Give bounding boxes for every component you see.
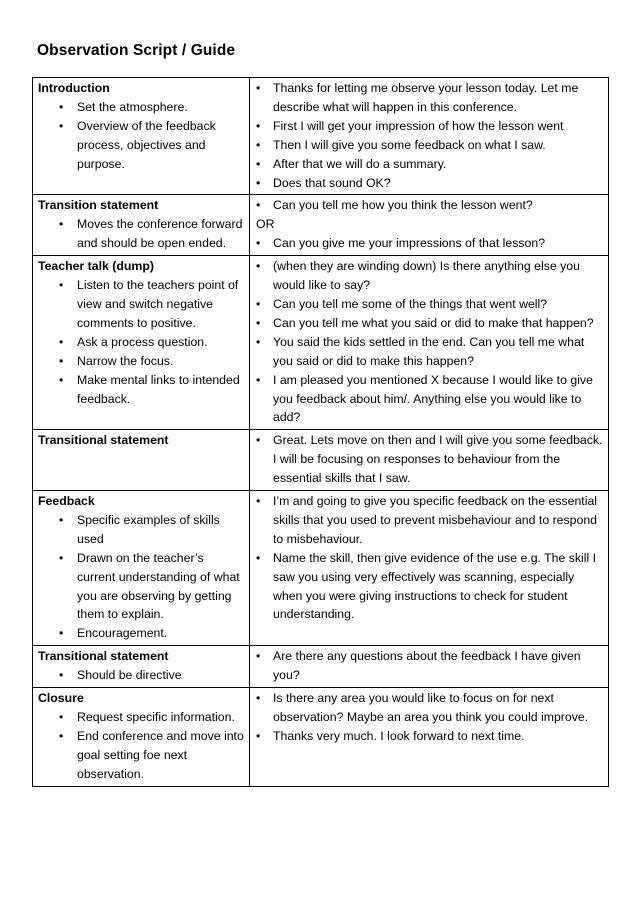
- script-cell: [250, 646, 609, 688]
- script-line: • Can you tell me what you said or did to make that happen?: [255, 314, 604, 333]
- observation-guide-table: [32, 77, 609, 787]
- script-line: • Great. Lets move on then and I will give you some feedback. I will be focusing on responses to behaviour from the essential skills that I saw.: [255, 431, 604, 488]
- script-cell: [250, 256, 609, 430]
- script-line: • You said the kids settled in the end. Can you tell me what you said or did to make this happen?: [255, 333, 604, 371]
- stage-cell: [33, 195, 250, 256]
- stage-cell: [33, 256, 250, 430]
- script-line: • Thanks for letting me observe your lesson today. Let me describe what will happen in this conference.: [255, 79, 604, 117]
- guide-row: [33, 256, 609, 430]
- script-line: • I’m and going to give you specific feedback on the essential skills that you used to prevent misbehaviour and to respond to misbehaviour.: [255, 492, 604, 549]
- script-line: • After that we will do a summary.: [255, 155, 604, 174]
- stage-points-list: [38, 511, 245, 643]
- script-list: [255, 647, 604, 685]
- stage-points-list: [38, 98, 245, 174]
- script-cell: [250, 195, 609, 256]
- guide-table-body: [33, 78, 609, 787]
- guide-row: [33, 430, 609, 491]
- stage-point: • Narrow the focus.: [38, 352, 245, 371]
- stage-heading: Transitional statement: [38, 649, 169, 664]
- script-list: [255, 234, 604, 253]
- stage-cell: [33, 430, 250, 491]
- stage-cell: [33, 78, 250, 195]
- script-cell: [250, 430, 609, 491]
- script-cell: [250, 688, 609, 787]
- script-connector: OR: [256, 217, 275, 232]
- stage-point: • Set the atmosphere.: [38, 98, 245, 117]
- stage-heading: Transitional statement: [38, 433, 169, 448]
- script-list: [255, 431, 604, 488]
- script-line: • (when they are winding down) Is there anything else you would like to say?: [255, 257, 604, 295]
- stage-cell: [33, 491, 250, 646]
- guide-row: [33, 688, 609, 787]
- script-line: • Then I will give you some feedback on what I saw.: [255, 136, 604, 155]
- script-list: [255, 79, 604, 192]
- stage-heading: Teacher talk (dump): [38, 259, 154, 274]
- stage-cell: [33, 688, 250, 787]
- stage-point: • Overview of the feedback process, objectives and purpose.: [38, 117, 245, 174]
- stage-heading: Transition statement: [38, 198, 159, 213]
- script-line: • I am pleased you mentioned X because I would like to give you feedback about him/. Anything else you would like to add?: [255, 371, 604, 428]
- stage-heading: Introduction: [38, 81, 110, 95]
- script-line: • Name the skill, then give evidence of the use e.g. The skill I saw you using very effectively was scanning, especially when you were giving instructions to check for student understanding.: [255, 549, 604, 625]
- stage-point: • Ask a process question.: [38, 333, 245, 352]
- stage-point: • Moves the conference forward and should be open ended.: [38, 215, 245, 253]
- guide-row: [33, 491, 609, 646]
- guide-row: [33, 78, 609, 195]
- stage-points-list: [38, 215, 245, 253]
- stage-point: • Make mental links to intended feedback.: [38, 371, 245, 409]
- stage-points-list: [38, 666, 245, 685]
- stage-cell: [33, 646, 250, 688]
- script-line: • Can you give me your impressions of that lesson?: [255, 234, 604, 253]
- script-cell: [250, 78, 609, 195]
- stage-point: • End conference and move into goal setting foe next observation.: [38, 727, 245, 784]
- guide-row: [33, 646, 609, 688]
- stage-points-list: [38, 276, 245, 408]
- script-line: • Thanks very much. I look forward to next time.: [255, 727, 604, 746]
- script-line: • Can you tell me some of the things that went well?: [255, 295, 604, 314]
- script-list: [255, 492, 604, 624]
- stage-heading: Feedback: [38, 494, 95, 509]
- script-line: • Are there any questions about the feedback I have given you?: [255, 647, 604, 685]
- script-line: • First I will get your impression of how the lesson went: [255, 117, 604, 136]
- guide-row: [33, 195, 609, 256]
- script-list: [255, 257, 604, 427]
- stage-point: • Drawn on the teacher’s current understanding of what you are observing by getting them to explain.: [38, 549, 245, 625]
- stage-point: • Specific examples of skills used: [38, 511, 245, 549]
- script-line: • Can you tell me how you think the lesson went?: [255, 196, 604, 215]
- stage-point: • Request specific information.: [38, 708, 245, 727]
- stage-heading: Closure: [38, 691, 84, 706]
- script-line: • Is there any area you would like to focus on for next observation? Maybe an area you think you could improve.: [255, 689, 604, 727]
- script-list: [255, 196, 604, 215]
- script-cell: [250, 491, 609, 646]
- page-title: Observation Script / Guide: [37, 42, 236, 59]
- stage-point: • Listen to the teachers point of view and switch negative comments to positive.: [38, 276, 245, 333]
- stage-point: • Encouragement.: [38, 624, 245, 643]
- script-list: [255, 689, 604, 746]
- stage-points-list: [38, 708, 245, 784]
- stage-point: • Should be directive: [38, 666, 245, 685]
- script-line: • Does that sound OK?: [255, 174, 604, 193]
